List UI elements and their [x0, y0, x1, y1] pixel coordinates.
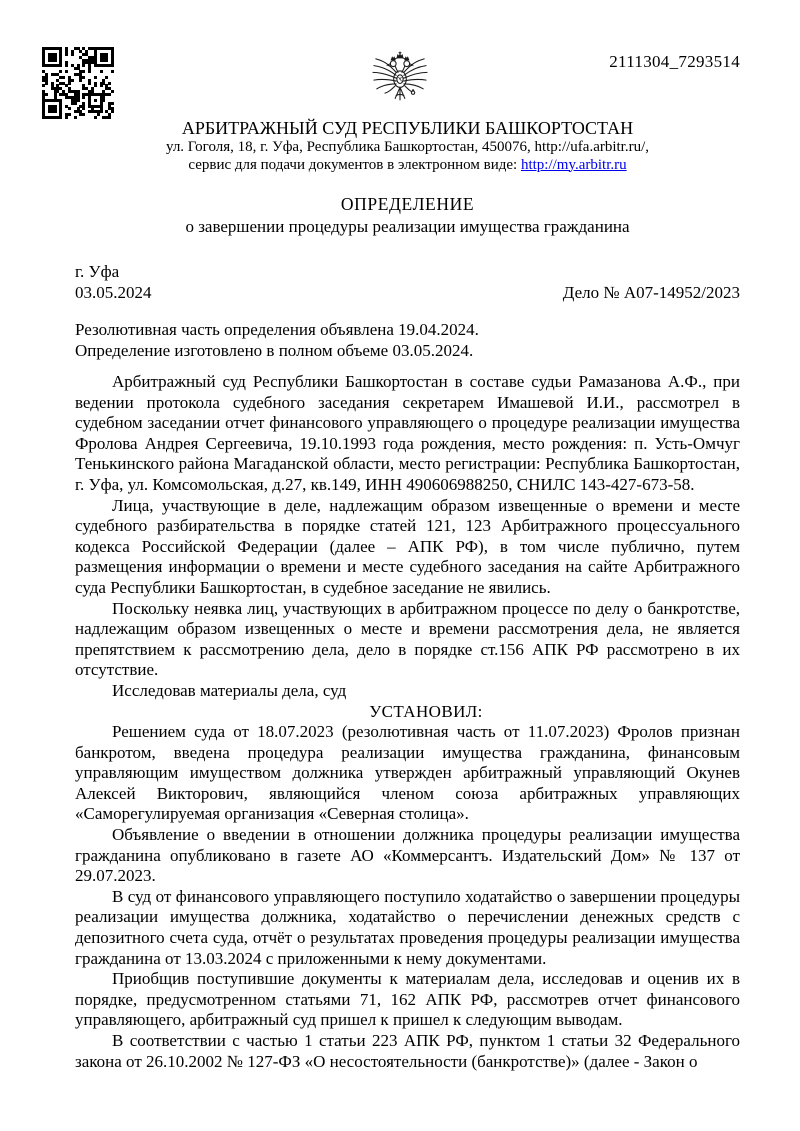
fulltext-date-line: Определение изготовлено в полном объеме 03.05.2024. — [75, 341, 474, 360]
qr-code-icon — [42, 47, 114, 119]
paragraph: Решением суда от 18.07.2023 (резолютивная часть от 11.07.2023) Фролов признан банкротом, введена процедура реализации имущества гражданина, финансовым управляющим имуществом должника утвержден арбитражный управляющий Окунев Алексей Викторович, являющийся членом союза арбитражных управляющих «Саморегулируемая организация «Северная столица». — [75, 722, 740, 824]
case-number: Дело № А07-14952/2023 — [562, 283, 740, 302]
paragraph: Исследовав материалы дела, суд — [112, 680, 347, 700]
paragraph: Поскольку неявка лиц, участвующих в арбитражном процессе по делу о банкротстве, надлежащим образом извещенных о месте и времени рассмотрения дела, не является препятствием к рассмотрению дела, дело в порядке ст.156 АПК РФ рассмотрено в их отсутствие. — [75, 598, 740, 680]
paragraph: В суд от финансового управляющего поступило ходатайство о завершении процедуры реализации имущества должника, ходатайство о перечислении денежных средств с депозитного счета суда, отчёт о результатах проведения процедуры реализации имущества гражданина от 13.03.2024 с приложенными к нему документами. — [75, 886, 740, 968]
paragraph: Лица, участвующие в деле, надлежащим образом извещенные о времени и месте судебного разбирательства в порядке статей 121, 123 Арбитражного процессуального кодекса Российской Федерации (далее – АПК РФ), в том числе публично, путем размещения информации о времени и месте судебного заседания на сайте Арбитражного суда Республики Башкортостан, в судебное заседание не явились. — [75, 495, 740, 597]
paragraph: В соответствии с частью 1 статьи 223 АПК РФ, пунктом 1 статьи 32 Федерального закона от 26.10.2002 № 127-ФЗ «О несостоятельности (банкротстве)» (далее - Закон о — [75, 1031, 740, 1071]
paragraph: Арбитражный суд Республики Башкортостан в составе судьи Рамазанова А.Ф., при ведении протокола судебного заседания секретарем Имашевой И.И., рассмотрел в судебном заседании отчет финансового управляющего о процедуре реализации имущества Фролова Андрея Сергеевича, 19.10.1993 года рождения, место рождения: п. Усть-Омчуг Тенькинского района Магаданской области, место регистрации: Республика Башкортостан, г. Уфа, ул. Комсомольская, д.27, кв.149, ИНН 490606988250, СНИЛС 143-427-673-58. — [75, 372, 740, 494]
paragraph: Объявление о введении в отношении должника процедуры реализации имущества гражданина опубликовано в газете АО «Коммерсантъ. Издательский Дом» № 137 от 29.07.2023. — [75, 825, 740, 886]
court-address: ул. Гоголя, 18, г. Уфа, Республика Башкортостан, 450076, http://ufa.arbitr.ru/, — [165, 139, 650, 155]
case-meta — [75, 261, 740, 303]
ustanovil-heading: УСТАНОВИЛ: — [369, 701, 483, 721]
filing-service-label: сервис для подачи документов в электронном виде: — [188, 156, 521, 173]
city: г. Уфа — [75, 262, 120, 281]
document-id: 2111304_7293514 — [609, 52, 740, 71]
document-body — [75, 372, 740, 1072]
decision-date: 03.05.2024 — [75, 283, 152, 302]
court-name: АРБИТРАЖНЫЙ СУД РЕСПУБЛИКИ БАШКОРТОСТАН — [181, 118, 634, 138]
announcement-block — [75, 319, 740, 361]
resolution-date-line: Резолютивная часть определения объявлена 19.04.2024. — [75, 320, 479, 339]
filing-service-link[interactable]: http://my.arbitr.ru — [520, 156, 627, 173]
filing-service-line — [75, 157, 740, 175]
document-subtitle: о завершении процедуры реализации имущества гражданина — [185, 217, 630, 236]
paragraph: Приобщив поступившие документы к материалам дела, исследовав и оценив их в порядке, предусмотренном статьями 71, 162 АПК РФ, рассмотрев отчет финансового управляющего, арбитражный суд пришел к пришел к следующим выводам. — [75, 969, 740, 1030]
russian-coat-of-arms-icon — [371, 50, 429, 116]
document-type-title: ОПРЕДЕЛЕНИЕ — [340, 194, 475, 214]
